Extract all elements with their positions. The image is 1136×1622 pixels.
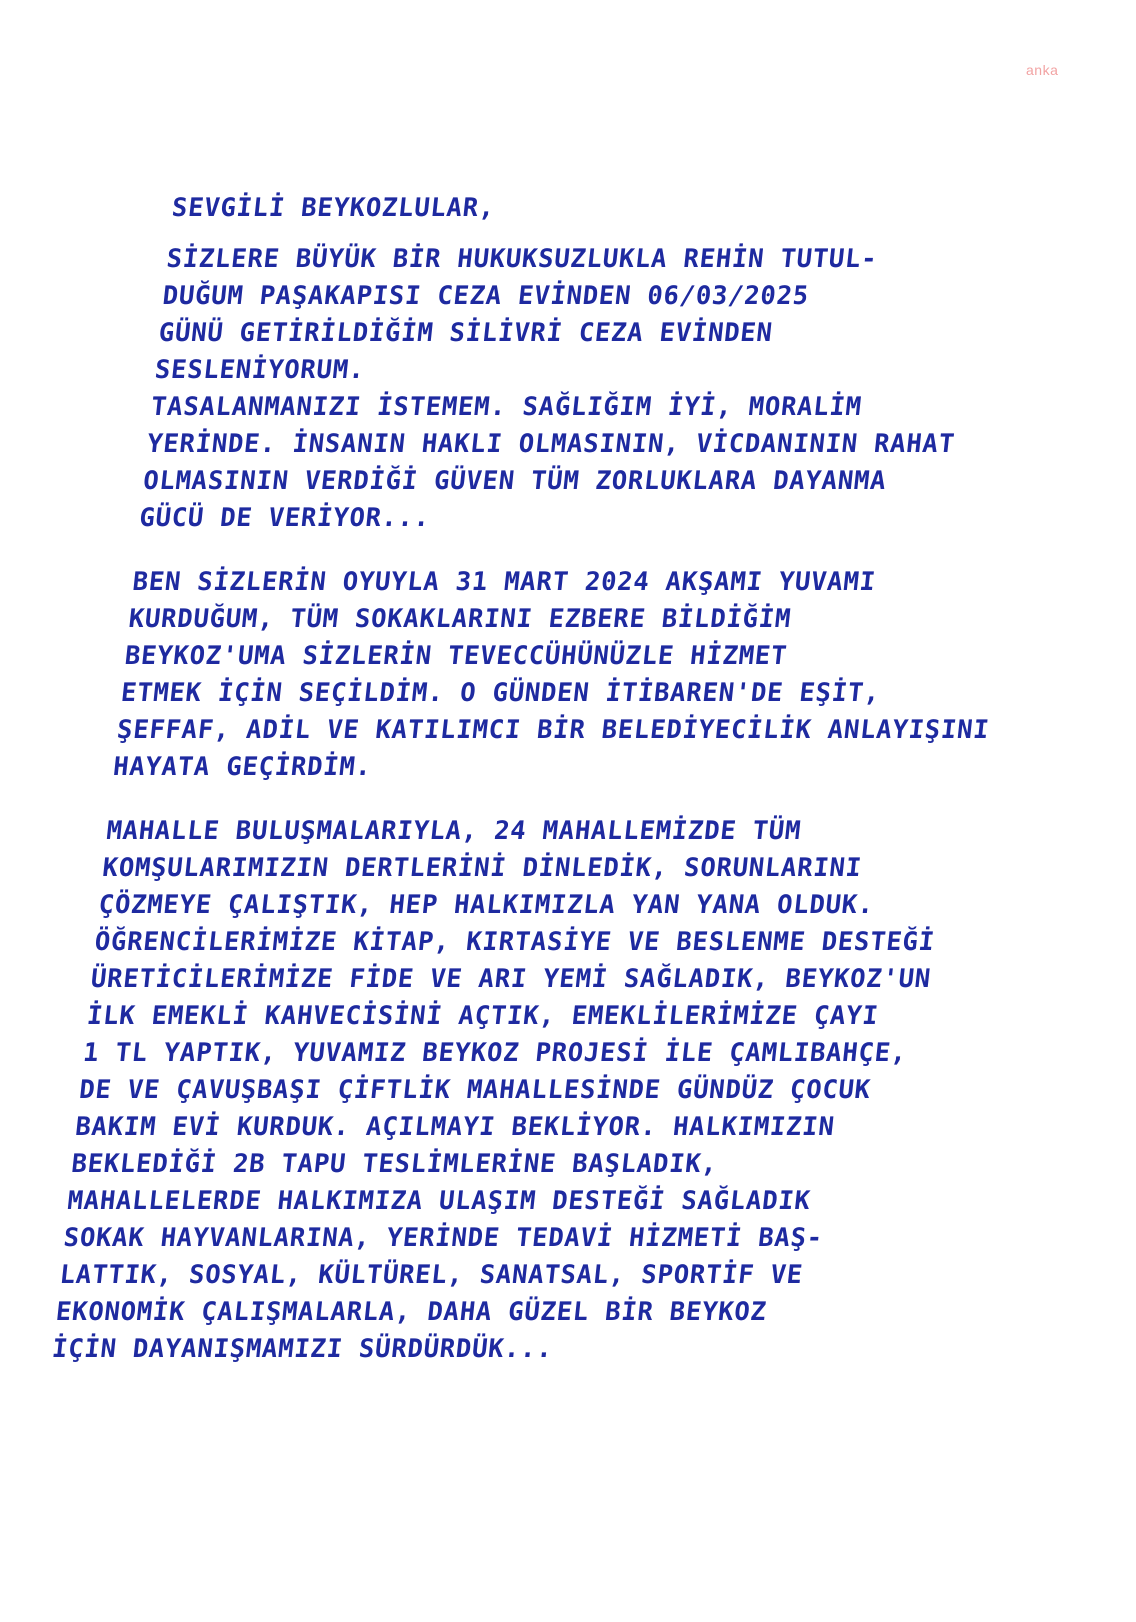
letter-line: ŞEFFAF, ADİL VE KATILIMCI BİR BELEDİYECİLİK ANLAYIŞINI (115, 715, 991, 745)
letter-line: 1 TL YAPTIK, YUVAMIZ BEYKOZ PROJESİ İLE ÇAMLIBAHÇE, (81, 1038, 909, 1068)
letter-line: TASALANMANIZI İSTEMEM. SAĞLIĞIM İYİ, MORALİM (149, 392, 864, 422)
paragraph-gap (135, 537, 1098, 564)
letter-line: SOKAK HAYVANLARINA, YERİNDE TEDAVİ HİZMETİ BAŞ- (62, 1223, 825, 1253)
salutation: SEVGİLİ BEYKOZLULAR, (170, 193, 497, 223)
paragraph-1 (153, 241, 1129, 389)
letter-line: ÜRETİCİLERİMİZE FİDE VE ARI YEMİ SAĞLADIK, BEYKOZ'UN (89, 964, 933, 994)
letter-line: SESLENİYORUM. (153, 355, 367, 385)
letter-line: BEN SİZLERİN OYUYLA 31 MART 2024 AKŞAMI YUVAMI (131, 567, 878, 597)
letter-line: BEYKOZ'UMA SİZLERİN TEVECCÜHÜNÜZLE HİZMET (123, 641, 789, 671)
letter-line: DUĞUM PAŞAKAPISI CEZA EVİNDEN 06/03/2025 (161, 281, 811, 311)
letter-line: GÜCÜ DE VERİYOR... (137, 503, 432, 533)
letter-line: OLMASININ VERDİĞİ GÜVEN TÜM ZORLUKLARA DAYANMA (141, 466, 888, 496)
paragraph-2 (137, 389, 1113, 537)
letter-line: EKONOMİK ÇALIŞMALARLA, DAHA GÜZEL BİR BEYKOZ (54, 1297, 769, 1327)
paragraph-gap (108, 786, 1071, 813)
letter-line: KURDUĞUM, TÜM SOKAKLARINI EZBERE BİLDİĞİM (127, 604, 793, 634)
letter-line: MAHALLELERDE HALKIMIZA ULAŞIM DESTEĞİ SAĞLADIK (66, 1186, 813, 1216)
paragraph-4 (50, 813, 1068, 1368)
letter-line: İLK EMEKLİ KAHVECİSİNİ AÇTIK, EMEKLİLERİMİZE ÇAYI (85, 1001, 881, 1031)
letter-line: BAKIM EVİ KURDUK. AÇILMAYI BEKLİYOR. HALKIMIZIN (73, 1112, 837, 1142)
letter-line: HAYATA GEÇİRDİM. (111, 752, 374, 782)
letter-line: SİZLERE BÜYÜK BİR HUKUKSUZLUKLA REHİN TUTUL- (165, 244, 879, 274)
letter-line: ETMEK İÇİN SEÇİLDİM. O GÜNDEN İTİBAREN'DE EŞİT, (119, 678, 882, 708)
letter-line: MAHALLE BULUŞMALARIYLA, 24 MAHALLEMİZDE TÜM (104, 816, 803, 846)
handwritten-letter (50, 190, 1134, 1368)
letter-line: ÇÖZMEYE ÇALIŞTIK, HEP HALKIMIZLA YAN YANA OLDUK. (97, 890, 876, 920)
letter-line: BEKLEDİĞİ 2B TAPU TESLİMLERİNE BAŞLADIK, (69, 1149, 720, 1179)
letter-line: ÖĞRENCİLERİMİZE KİTAP, KIRTASİYE VE BESLENME DESTEĞİ (93, 927, 937, 957)
watermark-logo: anka (1026, 62, 1059, 78)
paragraph-3 (111, 564, 1094, 786)
letter-line: GÜNÜ GETİRİLDİĞİM SİLİVRİ CEZA EVİNDEN (157, 318, 775, 348)
letter-line: İÇİN DAYANIŞMAMIZI SÜRDÜRDÜK... (50, 1334, 555, 1364)
letter-line: LATTIK, SOSYAL, KÜLTÜREL, SANATSAL, SPORTİF VE (58, 1260, 805, 1290)
letter-line: DE VE ÇAVUŞBAŞI ÇİFTLİK MAHALLESİNDE GÜNDÜZ ÇOCUK (77, 1075, 873, 1105)
letter-line: KOMŞULARIMIZIN DERTLERİNİ DİNLEDİK, SORUNLARINI (101, 853, 864, 883)
letter-line: YERİNDE. İNSANIN HAKLI OLMASININ, VİCDANININ RAHAT (145, 429, 957, 459)
